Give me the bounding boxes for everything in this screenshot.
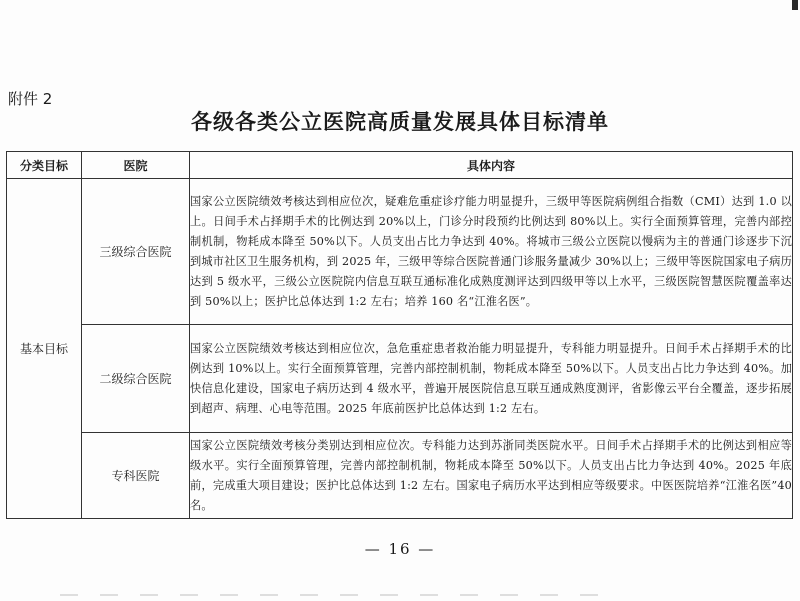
content-cell: 国家公立医院绩效考核达到相应位次，疑难危重症诊疗能力明显提升，三级甲等医院病例组合指数（CMI）达到 1.0 以上。日间手术占择期手术的比例达到 20%以上，门诊分时段预约比例达到 80%以上。实行全面预算管理，完善内部控制机制，物耗成本降至 50%以下。人员支出占比力争达到 40%。将城市三级公立医院以慢病为主的普通门诊逐步下沉到城市社区卫生服务机构，到 2025 年，三级甲等综合医院普通门诊服务量减少 30%以上；三级甲等医院国家电子病历达到 5 级水平，三级公立医院院内信息互联互通标准化成熟度测评达到四级甲等以上水平，三级医院智慧医院覆盖率达到 50%以上；医护比总体达到 1:2 左右；培养 160 名“江淮名医”。: [190, 179, 793, 325]
header-hospital: 医院: [82, 152, 190, 179]
attachment-label: 附件 2: [8, 90, 53, 108]
targets-table: [6, 151, 793, 519]
scan-mark: [792, 0, 798, 10]
page-number: — 16 —: [364, 540, 436, 558]
category-cell: 基本目标: [7, 179, 82, 519]
table-row: [7, 179, 793, 325]
document-title: 各级各类公立医院高质量发展具体目标清单: [191, 110, 609, 134]
table-row: [7, 433, 793, 519]
hospital-cell: 二级综合医院: [82, 325, 190, 433]
scan-artifact: [60, 594, 620, 596]
content-cell: 国家公立医院绩效考核分类别达到相应位次。专科能力达到苏浙同类医院水平。日间手术占择期手术的比例达到相应等级水平。实行全面预算管理，完善内部控制机制，物耗成本降至 50%以下。人员支出占比力争达到 40%。2025 年底前，完成重大项目建设；医护比总体达到 1:2 左右。国家电子病历水平达到相应等级要求。中医医院培养“江淮名医”40 名。: [190, 433, 793, 519]
table-header-row: [7, 152, 793, 179]
table-row: [7, 325, 793, 433]
content-cell: 国家公立医院绩效考核达到相应位次，急危重症患者救治能力明显提升，专科能力明显提升。日间手术占择期手术的比例达到 10%以上。实行全面预算管理，完善内部控制机制，物耗成本降至 50%以下。人员支出占比力争达到 40%。加快信息化建设，国家电子病历达到 4 级水平，普遍开展医院信息互联互通成熟度测评，省影像云平台全覆盖，逐步拓展到超声、病理、心电等范围。2025 年底前医护比总体达到 1:2 左右。: [190, 325, 793, 433]
hospital-cell: 专科医院: [82, 433, 190, 519]
header-category: 分类目标: [7, 152, 82, 179]
hospital-cell: 三级综合医院: [82, 179, 190, 325]
header-content: 具体内容: [190, 152, 793, 179]
